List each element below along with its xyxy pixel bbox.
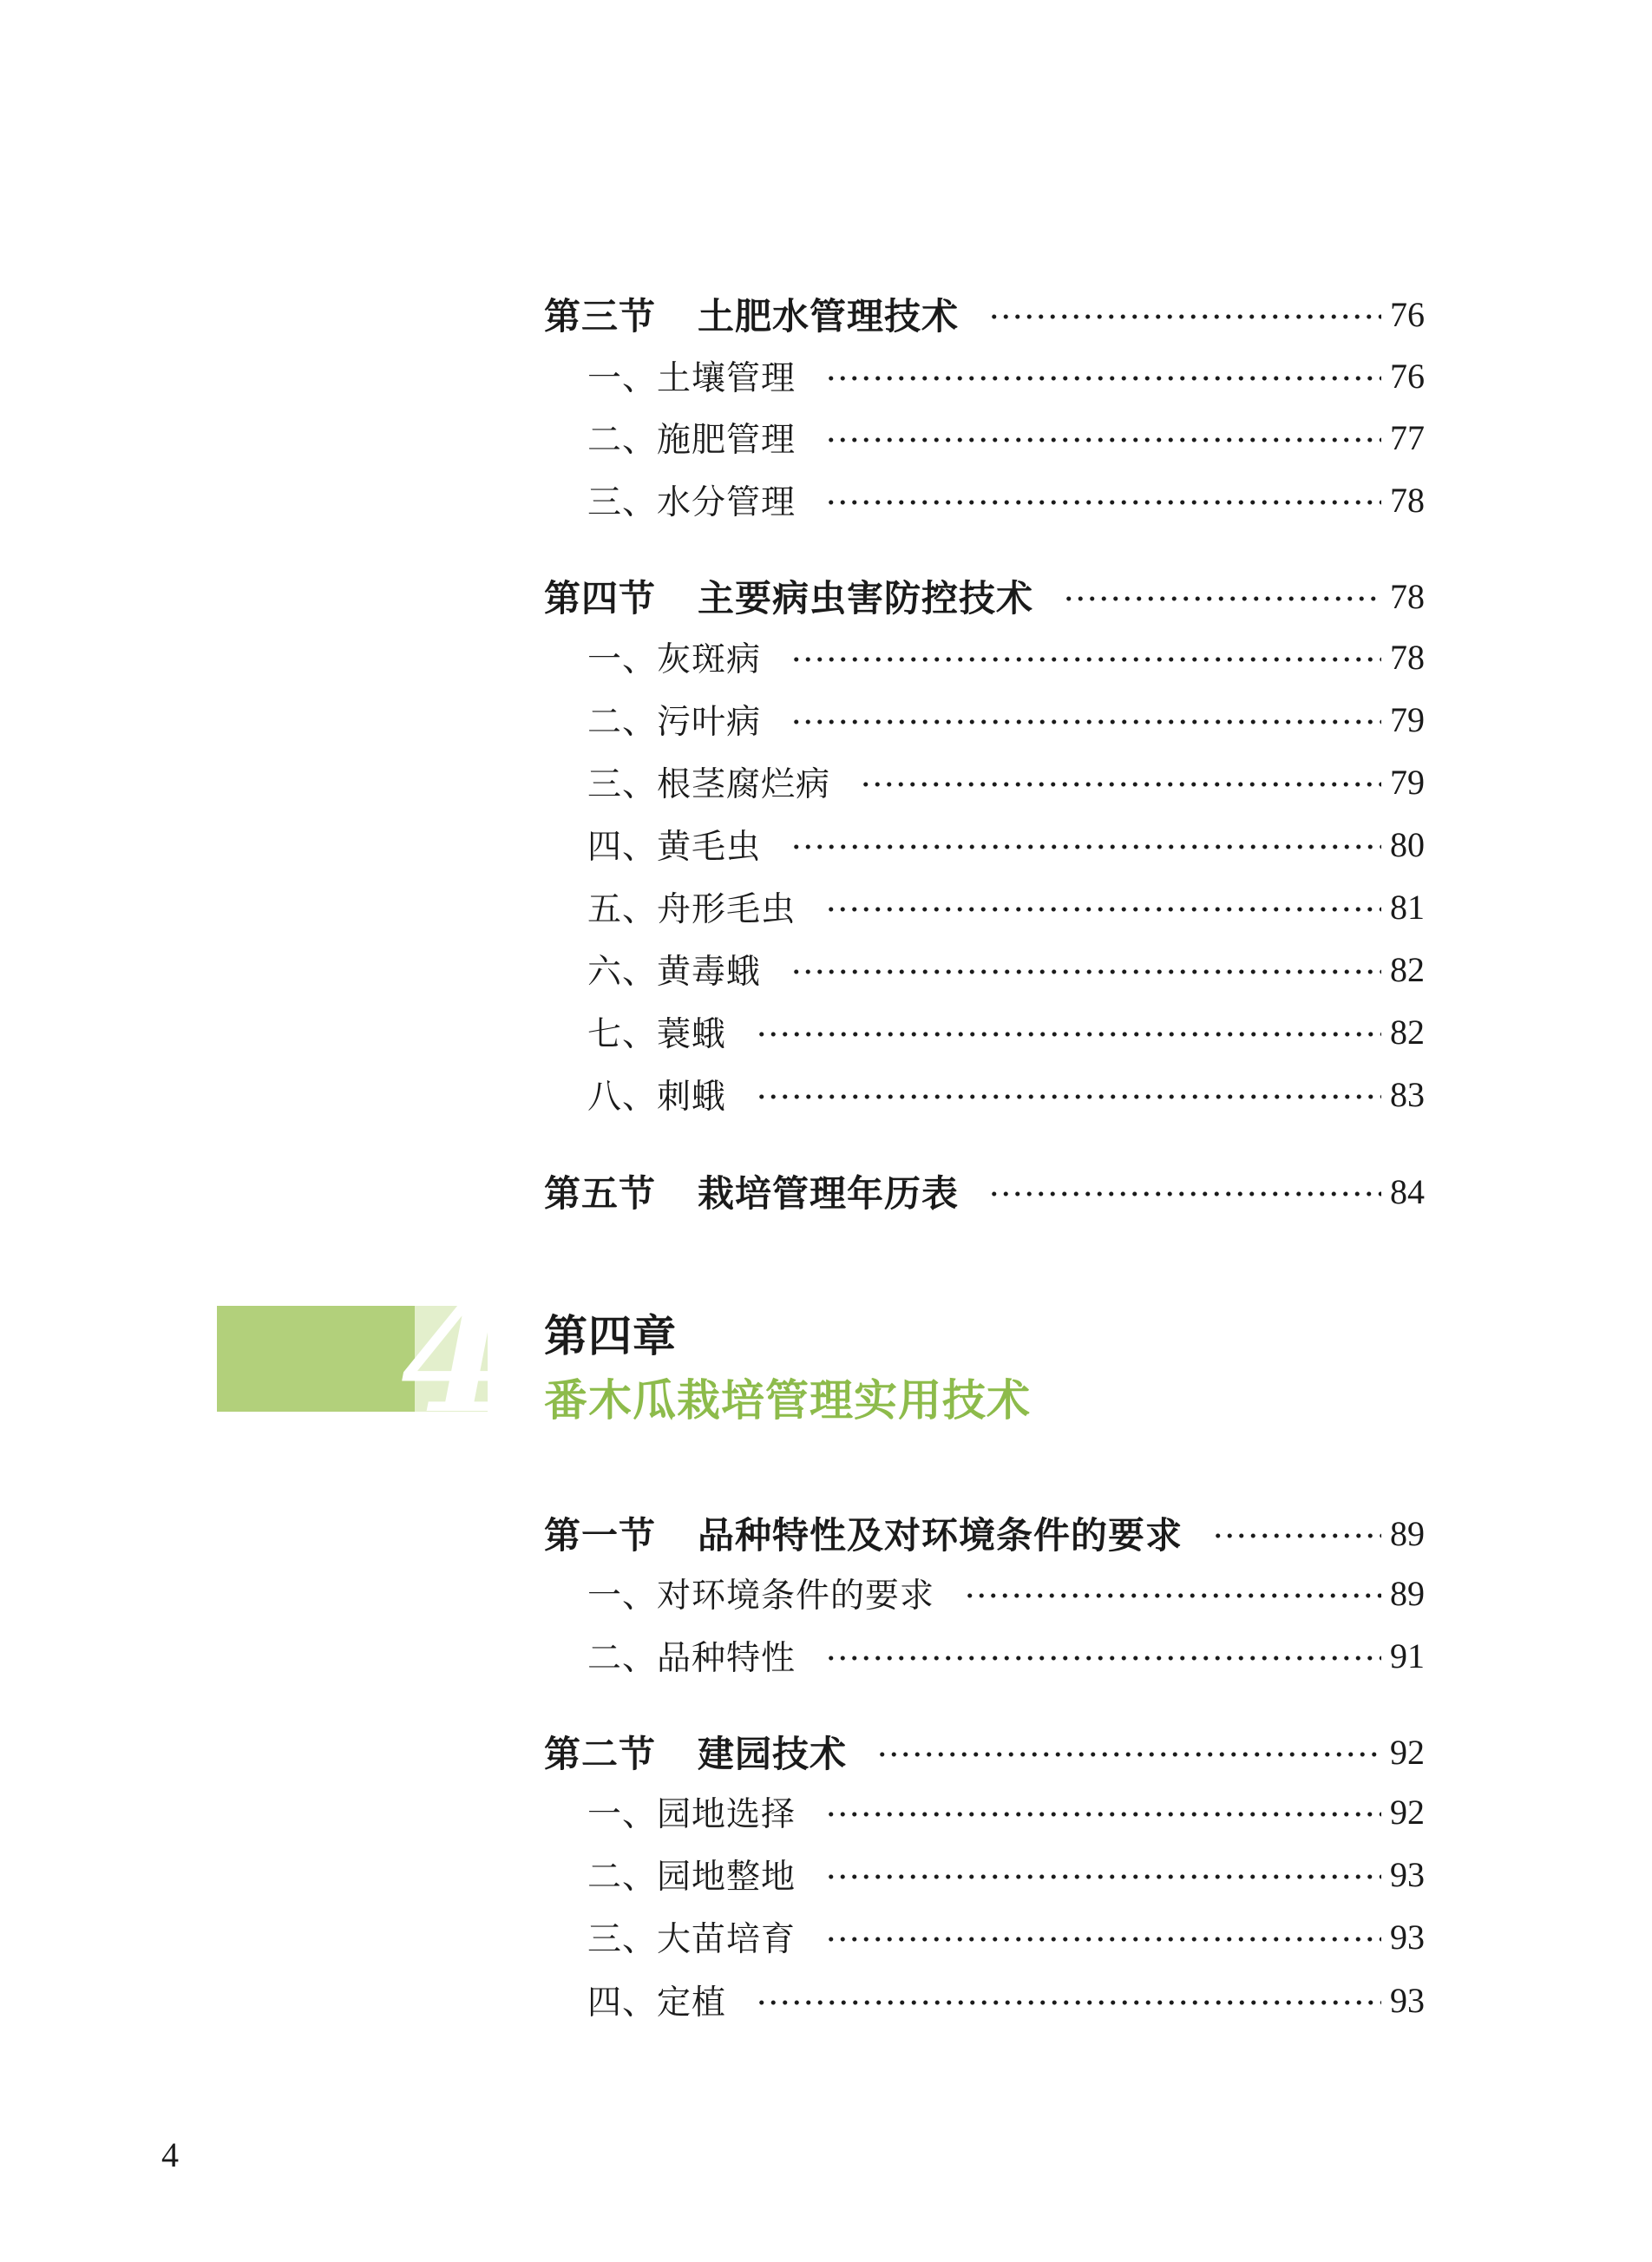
toc-item-label: 二、园地整地 bbox=[587, 1858, 796, 1897]
toc-item-label: 七、蓑蛾 bbox=[587, 1015, 727, 1054]
toc-leader-dots bbox=[988, 1191, 1381, 1197]
toc-section-entry[interactable] bbox=[544, 1507, 1425, 1559]
toc-page-number: 78 bbox=[1390, 576, 1425, 616]
toc-section-title: 品种特性及对环境条件的要求 bbox=[698, 1514, 1183, 1557]
toc-section-entry[interactable] bbox=[544, 570, 1425, 622]
toc-page-number: 78 bbox=[1390, 637, 1425, 677]
toc-leader-dots bbox=[825, 1812, 1381, 1817]
toc-item-entry[interactable] bbox=[544, 1786, 1425, 1838]
toc-section-title: 土肥水管理技术 bbox=[698, 295, 960, 338]
toc-page-number: 81 bbox=[1390, 887, 1425, 927]
toc-section-title: 栽培管理年历表 bbox=[698, 1172, 960, 1215]
toc-item-label: 一、对环境条件的要求 bbox=[587, 1577, 935, 1616]
toc-item-label: 三、大苗培育 bbox=[587, 1920, 796, 1959]
toc-leader-dots bbox=[860, 782, 1381, 787]
toc-item-entry[interactable] bbox=[544, 818, 1425, 870]
toc-page-number: 92 bbox=[1390, 1792, 1425, 1832]
chapter-number: 4 bbox=[401, 1265, 510, 1448]
toc-page-number: 93 bbox=[1390, 1980, 1425, 2020]
toc-page-number: 93 bbox=[1390, 1854, 1425, 1894]
toc-page-number: 80 bbox=[1390, 824, 1425, 864]
toc-page-number: 79 bbox=[1390, 762, 1425, 802]
toc-page-number: 84 bbox=[1390, 1171, 1425, 1211]
toc-leader-dots bbox=[1063, 596, 1381, 601]
toc-leader-dots bbox=[825, 1656, 1381, 1661]
toc-item-entry[interactable] bbox=[544, 881, 1425, 933]
toc-leader-dots bbox=[964, 1593, 1381, 1598]
toc-page-number: 83 bbox=[1390, 1074, 1425, 1114]
toc-section-number: 第五节 bbox=[544, 1172, 657, 1215]
toc-item-label: 四、定植 bbox=[587, 1983, 727, 2023]
toc-leader-dots bbox=[825, 907, 1381, 912]
toc-section-label bbox=[544, 1507, 1183, 1559]
toc-leader-dots bbox=[790, 719, 1381, 724]
toc-leader-dots bbox=[876, 1752, 1381, 1757]
toc-leader-dots bbox=[756, 1032, 1381, 1037]
toc-item-label: 二、品种特性 bbox=[587, 1639, 796, 1678]
toc-section-title: 建园技术 bbox=[698, 1733, 848, 1775]
chapter-title: 番木瓜栽培管理实用技术 bbox=[544, 1375, 1031, 1426]
toc-page-number: 76 bbox=[1390, 356, 1425, 396]
toc-section-label bbox=[544, 570, 1033, 622]
toc-item-entry[interactable] bbox=[544, 1068, 1425, 1120]
toc-item-entry[interactable] bbox=[544, 350, 1425, 402]
toc-item-entry[interactable] bbox=[544, 474, 1425, 526]
toc-leader-dots bbox=[825, 1874, 1381, 1879]
toc-page-number: 77 bbox=[1390, 417, 1425, 457]
toc-section-number: 第二节 bbox=[544, 1733, 657, 1775]
toc-item-entry[interactable] bbox=[544, 1567, 1425, 1619]
toc-leader-dots bbox=[825, 1937, 1381, 1942]
toc-leader-dots bbox=[790, 657, 1381, 662]
toc-section-label bbox=[544, 288, 959, 340]
toc-item-label: 五、舟形毛虫 bbox=[587, 890, 796, 929]
toc-item-label: 三、水分管理 bbox=[587, 483, 796, 522]
toc-leader-dots bbox=[825, 437, 1381, 443]
toc-item-label: 八、刺蛾 bbox=[587, 1078, 727, 1117]
toc-page-number: 76 bbox=[1390, 294, 1425, 334]
toc-item-entry[interactable] bbox=[544, 693, 1425, 745]
toc-page-number: 78 bbox=[1390, 480, 1425, 520]
toc-item-label: 一、园地选择 bbox=[587, 1795, 796, 1834]
chapter-label: 第四章 bbox=[544, 1311, 677, 1361]
toc-item-entry[interactable] bbox=[544, 631, 1425, 683]
toc-section-title: 主要病虫害防控技术 bbox=[698, 577, 1034, 620]
toc-section-number: 第四节 bbox=[544, 577, 657, 620]
toc-item-label: 一、灰斑病 bbox=[587, 640, 762, 679]
page-number: 4 bbox=[161, 2135, 179, 2174]
toc-leader-dots bbox=[790, 844, 1381, 849]
toc-page-number: 82 bbox=[1390, 1012, 1425, 1052]
toc-leader-dots bbox=[756, 1094, 1381, 1099]
toc-item-entry[interactable] bbox=[544, 943, 1425, 995]
toc-section-entry[interactable] bbox=[544, 288, 1425, 340]
toc-item-entry[interactable] bbox=[544, 411, 1425, 463]
toc-leader-dots bbox=[825, 376, 1381, 381]
toc-item-entry[interactable] bbox=[544, 1848, 1425, 1900]
toc-leader-dots bbox=[1212, 1533, 1381, 1538]
toc-section-entry[interactable] bbox=[544, 1165, 1425, 1217]
toc-leader-dots bbox=[756, 2000, 1381, 2005]
toc-page-number: 92 bbox=[1390, 1732, 1425, 1772]
toc-section-entry[interactable] bbox=[544, 1726, 1425, 1778]
toc-section-number: 第三节 bbox=[544, 295, 657, 338]
toc-item-label: 六、黄毒蛾 bbox=[587, 953, 762, 992]
toc-page-number: 89 bbox=[1390, 1573, 1425, 1613]
toc-item-entry[interactable] bbox=[544, 1974, 1425, 2026]
toc-leader-dots bbox=[825, 500, 1381, 505]
toc-section-label bbox=[544, 1726, 847, 1778]
toc-page-number: 79 bbox=[1390, 699, 1425, 739]
toc-item-entry[interactable] bbox=[544, 756, 1425, 808]
toc-item-label: 二、施肥管理 bbox=[587, 421, 796, 460]
toc-item-entry[interactable] bbox=[544, 1911, 1425, 1963]
toc-page-number: 91 bbox=[1390, 1636, 1425, 1675]
toc-leader-dots bbox=[790, 969, 1381, 974]
toc-leader-dots bbox=[988, 314, 1381, 319]
toc-section-label bbox=[544, 1165, 959, 1217]
toc-page-number: 89 bbox=[1390, 1513, 1425, 1553]
toc-item-entry[interactable] bbox=[544, 1006, 1425, 1058]
toc-page-number: 82 bbox=[1390, 949, 1425, 989]
toc-item-label: 三、根茎腐烂病 bbox=[587, 765, 831, 804]
toc-item-entry[interactable] bbox=[544, 1629, 1425, 1682]
toc-item-label: 四、黄毛虫 bbox=[587, 828, 762, 867]
toc-item-label: 二、污叶病 bbox=[587, 703, 762, 742]
toc-page-number: 93 bbox=[1390, 1917, 1425, 1957]
toc-section-number: 第一节 bbox=[544, 1514, 657, 1557]
toc-item-label: 一、土壤管理 bbox=[587, 359, 796, 398]
